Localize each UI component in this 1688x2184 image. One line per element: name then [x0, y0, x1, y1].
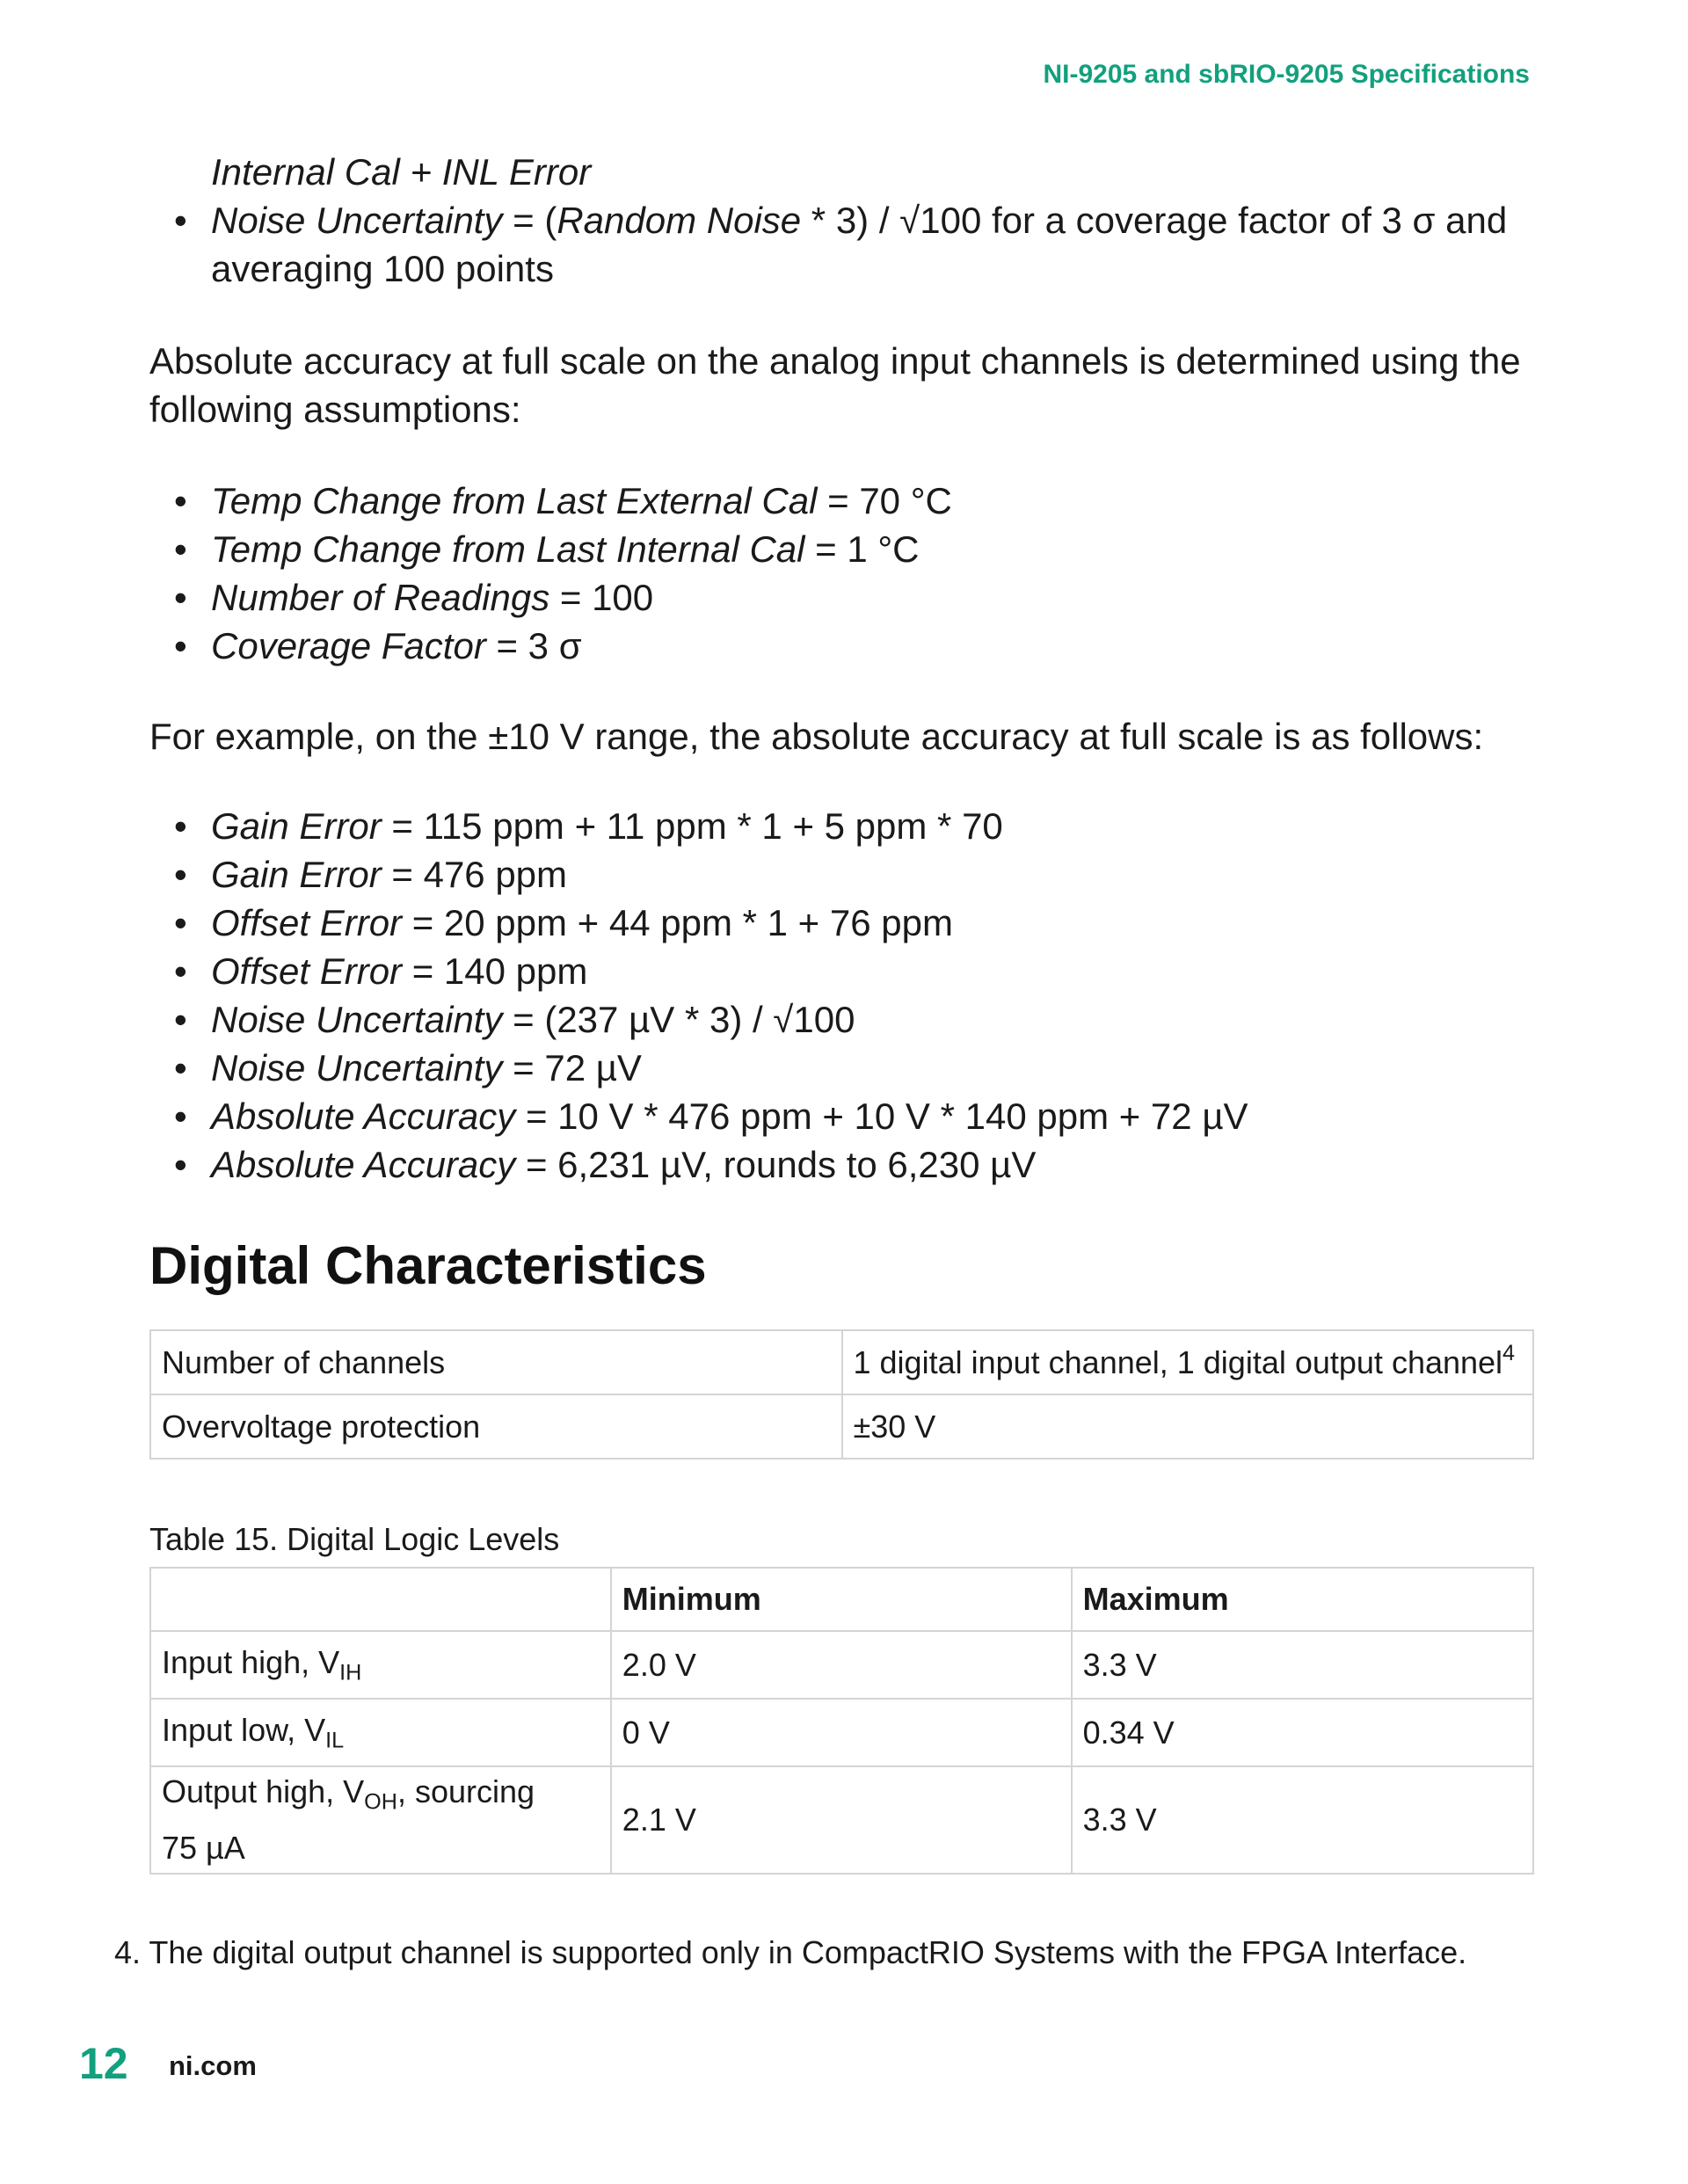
- label-subscript: IH: [339, 1660, 362, 1685]
- label-suffix: , sourcing: [397, 1773, 535, 1810]
- label-text: Input low, V: [162, 1711, 326, 1748]
- table-row: [150, 1394, 1533, 1459]
- bullet-icon: •: [174, 902, 187, 943]
- term-value: = 20 ppm + 44 ppm * 1 + 76 ppm: [402, 902, 953, 943]
- term-value: = 100: [549, 577, 654, 618]
- list-item: [149, 148, 1539, 196]
- bullet-icon: •: [174, 577, 187, 618]
- section-title: Digital Characteristics: [149, 1236, 707, 1295]
- max-value: 3.3 V: [1072, 1766, 1533, 1874]
- example-intro: For example, on the ±10 V range, the absolute accuracy at full scale is as follows:: [149, 716, 1484, 757]
- term-label: Coverage Factor: [211, 625, 486, 666]
- bullet-icon: •: [174, 625, 187, 666]
- term-label: Gain Error: [211, 805, 382, 847]
- column-header: Maximum: [1072, 1568, 1533, 1631]
- bullet-icon: •: [174, 1096, 187, 1137]
- term-label: Temp Change from Last Internal Cal: [211, 528, 805, 570]
- row-label: [150, 1699, 611, 1766]
- cell-text: 1 digital input channel, 1 digital output channel: [853, 1343, 1503, 1380]
- min-value: 2.0 V: [611, 1631, 1072, 1699]
- max-value: 0.34 V: [1072, 1699, 1533, 1766]
- list-item: [149, 622, 1539, 670]
- term-value: = (237 µV * 3) / √100: [502, 999, 855, 1040]
- term-label: Gain Error: [211, 854, 382, 895]
- table-row: [150, 1766, 1533, 1874]
- equation-part: = (: [502, 200, 557, 241]
- equation-part: * 3) / √100 for a coverage factor of 3 σ and: [801, 200, 1508, 241]
- bullet-icon: •: [174, 854, 187, 895]
- list-item: [149, 477, 1539, 525]
- row-label: Overvoltage protection: [150, 1394, 842, 1459]
- row-label: [150, 1766, 611, 1874]
- term-label: Offset Error: [211, 902, 403, 943]
- label-subscript: IL: [325, 1728, 345, 1753]
- label-subscript: OH: [364, 1789, 397, 1815]
- bullet-icon: •: [174, 200, 187, 241]
- equation-continuation: averaging 100 points: [211, 248, 554, 289]
- table-caption: Table 15. Digital Logic Levels: [149, 1521, 560, 1557]
- term-label: Noise Uncertainty: [211, 200, 503, 241]
- term-value: = 476 ppm: [381, 854, 568, 895]
- label-text: Output high, V: [162, 1773, 365, 1810]
- term-value: = 6,231 µV, rounds to 6,230 µV: [515, 1144, 1037, 1185]
- list-item: [149, 995, 1539, 1044]
- term-label: Number of Readings: [211, 577, 550, 618]
- term-value: = 1 °C: [804, 528, 920, 570]
- term-label: Noise Uncertainty: [211, 1047, 503, 1088]
- example-list: [149, 802, 1539, 1189]
- list-item: [149, 947, 1539, 995]
- list-item: [149, 1044, 1539, 1092]
- term-value: = 140 ppm: [402, 950, 588, 992]
- page-number: 12: [79, 2039, 128, 2088]
- footnote-ref: 4: [1502, 1340, 1516, 1365]
- list-item: [149, 525, 1539, 573]
- table-row: [150, 1699, 1533, 1766]
- min-value: 2.1 V: [611, 1766, 1072, 1874]
- row-label: [150, 1631, 611, 1699]
- term-label: Absolute Accuracy: [211, 1096, 516, 1137]
- column-header: Minimum: [611, 1568, 1072, 1631]
- digital-characteristics-table: [149, 1329, 1534, 1460]
- list-item: [149, 802, 1539, 850]
- bullet-icon: •: [174, 999, 187, 1040]
- term-label: Temp Change from Last External Cal: [211, 480, 818, 521]
- term-value: = 115 ppm + 11 ppm * 1 + 5 ppm * 70: [381, 805, 1003, 847]
- site-link[interactable]: ni.com: [169, 2050, 257, 2081]
- row-label: Number of channels: [150, 1330, 842, 1394]
- bullet-icon: •: [174, 950, 187, 992]
- list-item: [149, 850, 1539, 899]
- term-value: = 10 V * 476 ppm + 10 V * 140 ppm + 72 µV: [515, 1096, 1248, 1137]
- min-value: 0 V: [611, 1699, 1072, 1766]
- term-label: Offset Error: [211, 950, 403, 992]
- list-item-text: Internal Cal + INL Error: [211, 151, 592, 193]
- bullet-icon: •: [174, 1144, 187, 1185]
- bullet-icon: •: [174, 1047, 187, 1088]
- term-value: = 70 °C: [817, 480, 952, 521]
- label-text: Input high, V: [162, 1643, 340, 1680]
- row-value: [842, 1330, 1534, 1394]
- table-row: [150, 1330, 1533, 1394]
- list-item: [149, 573, 1539, 622]
- row-value: ±30 V: [842, 1394, 1534, 1459]
- term-label: Random Noise: [557, 200, 802, 241]
- term-value: = 3 σ: [485, 625, 582, 666]
- table-row: [150, 1631, 1533, 1699]
- assumptions-intro: Absolute accuracy at full scale on the analog input channels is determined using the following assumptions:: [149, 340, 1521, 430]
- bullet-icon: •: [174, 805, 187, 847]
- label-continuation: 75 µA: [162, 1829, 245, 1866]
- logic-levels-table: [149, 1567, 1534, 1875]
- assumptions-list: [149, 477, 1539, 670]
- max-value: 3.3 V: [1072, 1631, 1533, 1699]
- bullet-icon: •: [174, 480, 187, 521]
- term-value: = 72 µV: [502, 1047, 642, 1088]
- column-header: [150, 1568, 611, 1631]
- list-item: [149, 1092, 1539, 1140]
- noise-list: [149, 148, 1539, 293]
- list-item: [149, 899, 1539, 947]
- term-label: Absolute Accuracy: [211, 1144, 516, 1185]
- list-item: [149, 1140, 1539, 1189]
- list-item: [149, 196, 1539, 293]
- table-header-row: [150, 1568, 1533, 1631]
- term-label: Noise Uncertainty: [211, 999, 503, 1040]
- footnote: 4. The digital output channel is supported only in CompactRIO Systems with the FPGA Interface.: [114, 1934, 1467, 1970]
- bullet-icon: •: [174, 528, 187, 570]
- running-header: NI-9205 and sbRIO-9205 Specifications: [1043, 60, 1530, 89]
